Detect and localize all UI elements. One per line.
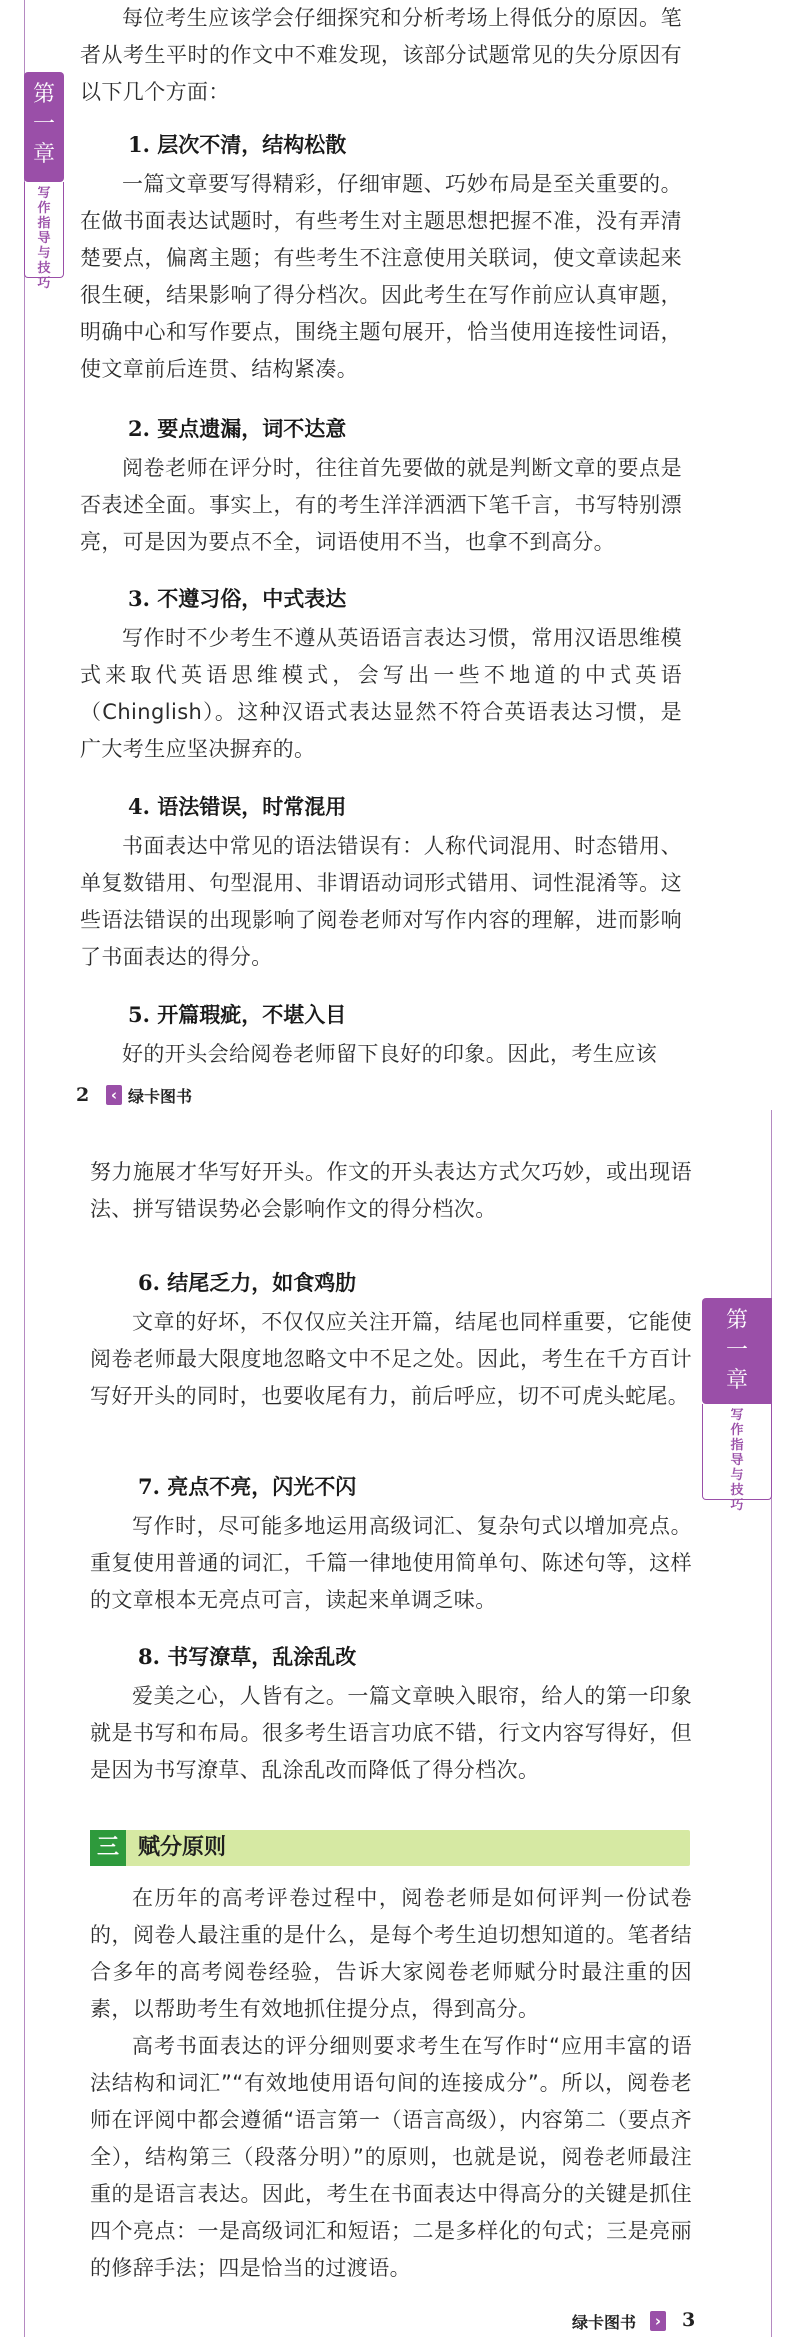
- chapter-tab-subtitle-right: 写作指导与技巧: [730, 1408, 744, 1513]
- chapter-tab-subtitle: 写作指导与技巧: [37, 186, 51, 291]
- section-body-8: 爱美之心，人皆有之。一篇文章映入眼帘，给人的第一印象就是书写和布局。很多考生语言功底不错，行文内容写得好，但是因为书写潦草、乱涂乱改而降低了得分档次。: [90, 1684, 692, 1782]
- section-heading-5: 5. 开篇瑕疵，不堪入目: [128, 1002, 347, 1027]
- section-heading-4: 4. 语法错误，时常混用: [128, 794, 347, 819]
- section-heading-1: 1. 层次不清，结构松散: [128, 132, 347, 157]
- section-body-7: 写作时，尽可能多地运用高级词汇、复杂句式以增加亮点。重复使用普通的词汇，千篇一律地使用简单句、陈述句等，这样的文章根本无亮点可言，读起来单调乏味。: [90, 1514, 692, 1612]
- chapter-tab-title-right: 第一章: [725, 1308, 748, 1393]
- page-right: [0, 1110, 800, 2337]
- banner-title: 赋分原则: [138, 1835, 227, 1860]
- section-heading-6: 6. 结尾乏力，如食鸡肋: [138, 1270, 357, 1295]
- chapter-tab-title: 第一章: [32, 82, 55, 167]
- page-border-right: [771, 1110, 772, 2337]
- section-heading-7: 7. 亮点不亮，闪光不闪: [138, 1474, 357, 1499]
- brand-label-right: 绿卡图书: [572, 2313, 637, 2332]
- section-heading-3: 3. 不遵习俗，中式表达: [128, 586, 347, 611]
- page-number-left: 2: [76, 1084, 90, 1106]
- section-body-4: 书面表达中常见的语法错误有：人称代词混用、时态错用、单复数错用、句型混用、非谓语动词形式错用、词性混淆等。这些语法错误的出现影响了阅卷老师对写作内容的理解，进而影响了书面表达的得分。: [80, 834, 682, 969]
- section-body-5: 好的开头会给阅卷老师留下良好的印象。因此，考生应该: [122, 1042, 657, 1066]
- chapter-side-tab-right: [702, 1298, 772, 1513]
- section-banner: [90, 1830, 690, 1866]
- chapter-side-tab: [24, 72, 64, 291]
- brand-arrow-right-icon: ›: [650, 2311, 666, 2331]
- page-number-right: 3: [682, 2309, 696, 2331]
- banner-number: 三: [90, 1830, 126, 1866]
- chapter-tab-subtitle-box-right: [702, 1404, 772, 1513]
- continuation-paragraph: 努力施展才华写好开头。作文的开头表达方式欠巧妙，或出现语法、拼写错误势必会影响作文的得分档次。: [90, 1160, 692, 1221]
- section-body-2: 阅卷老师在评分时，往往首先要做的就是判断文章的要点是否表述全面。事实上，有的考生洋洋洒洒下笔千言，书写特别漂亮，可是因为要点不全，词语使用不当，也拿不到高分。: [80, 456, 682, 554]
- principle-paragraph-2: 高考书面表达的评分细则要求考生在写作时“应用丰富的语法结构和词汇”“有效地使用语句间的连接成分”。所以，阅卷老师在评阅中都会遵循“语言第一（语言高级），内容第二（要点齐全），结构第三（段落分明）”的原则，也就是说，阅卷老师最注重的是语言表达。因此，考生在书面表达中得高分的关键是抓住四个亮点：一是高级词汇和短语；二是多样化的句式；三是亮丽的修辞手法；四是恰当的过渡语。: [90, 2034, 692, 2280]
- brand-label-left: 绿卡图书: [128, 1087, 193, 1106]
- page-border-left-2: [24, 1110, 25, 2337]
- section-heading-8: 8. 书写潦草，乱涂乱改: [138, 1644, 357, 1669]
- page-left: [0, 0, 800, 1110]
- principle-paragraph-1: 在历年的高考评卷过程中，阅卷老师是如何评判一份试卷的，阅卷人最注重的是什么，是每个考生迫切想知道的。笔者结合多年的高考阅卷经验，告诉大家阅卷老师赋分时最注重的因素，以帮助考生有效地抓住提分点，得到高分。: [90, 1886, 692, 2021]
- section-body-3: 写作时不少考生不遵从英语语言表达习惯，常用汉语思维模式来取代英语思维模式，会写出一些不地道的中式英语（Chinglish）。这种汉语式表达显然不符合英语表达习惯，是广大考生应坚决摒弃的。: [80, 626, 682, 761]
- brand-arrow-left-icon: ‹: [106, 1085, 122, 1105]
- chapter-tab-subtitle-box: [24, 182, 64, 291]
- section-heading-2: 2. 要点遗漏，词不达意: [128, 416, 347, 441]
- section-body-1: 一篇文章要写得精彩，仔细审题、巧妙布局是至关重要的。在做书面表达试题时，有些考生对主题思想把握不准，没有弄清楚要点，偏离主题；有些考生不注意使用关联词，使文章读起来很生硬，结果影响了得分档次。因此考生在写作前应认真审题，明确中心和写作要点，围绕主题句展开，恰当使用连接性词语，使文章前后连贯、结构紧凑。: [80, 172, 682, 381]
- section-body-6: 文章的好坏，不仅仅应关注开篇，结尾也同样重要，它能使阅卷老师最大限度地忽略文中不足之处。因此，考生在千方百计写好开头的同时，也要收尾有力，前后呼应，切不可虎头蛇尾。: [90, 1310, 692, 1408]
- intro-paragraph: 每位考生应该学会仔细探究和分析考场上得低分的原因。笔者从考生平时的作文中不难发现，该部分试题常见的失分原因有以下几个方面：: [80, 6, 682, 104]
